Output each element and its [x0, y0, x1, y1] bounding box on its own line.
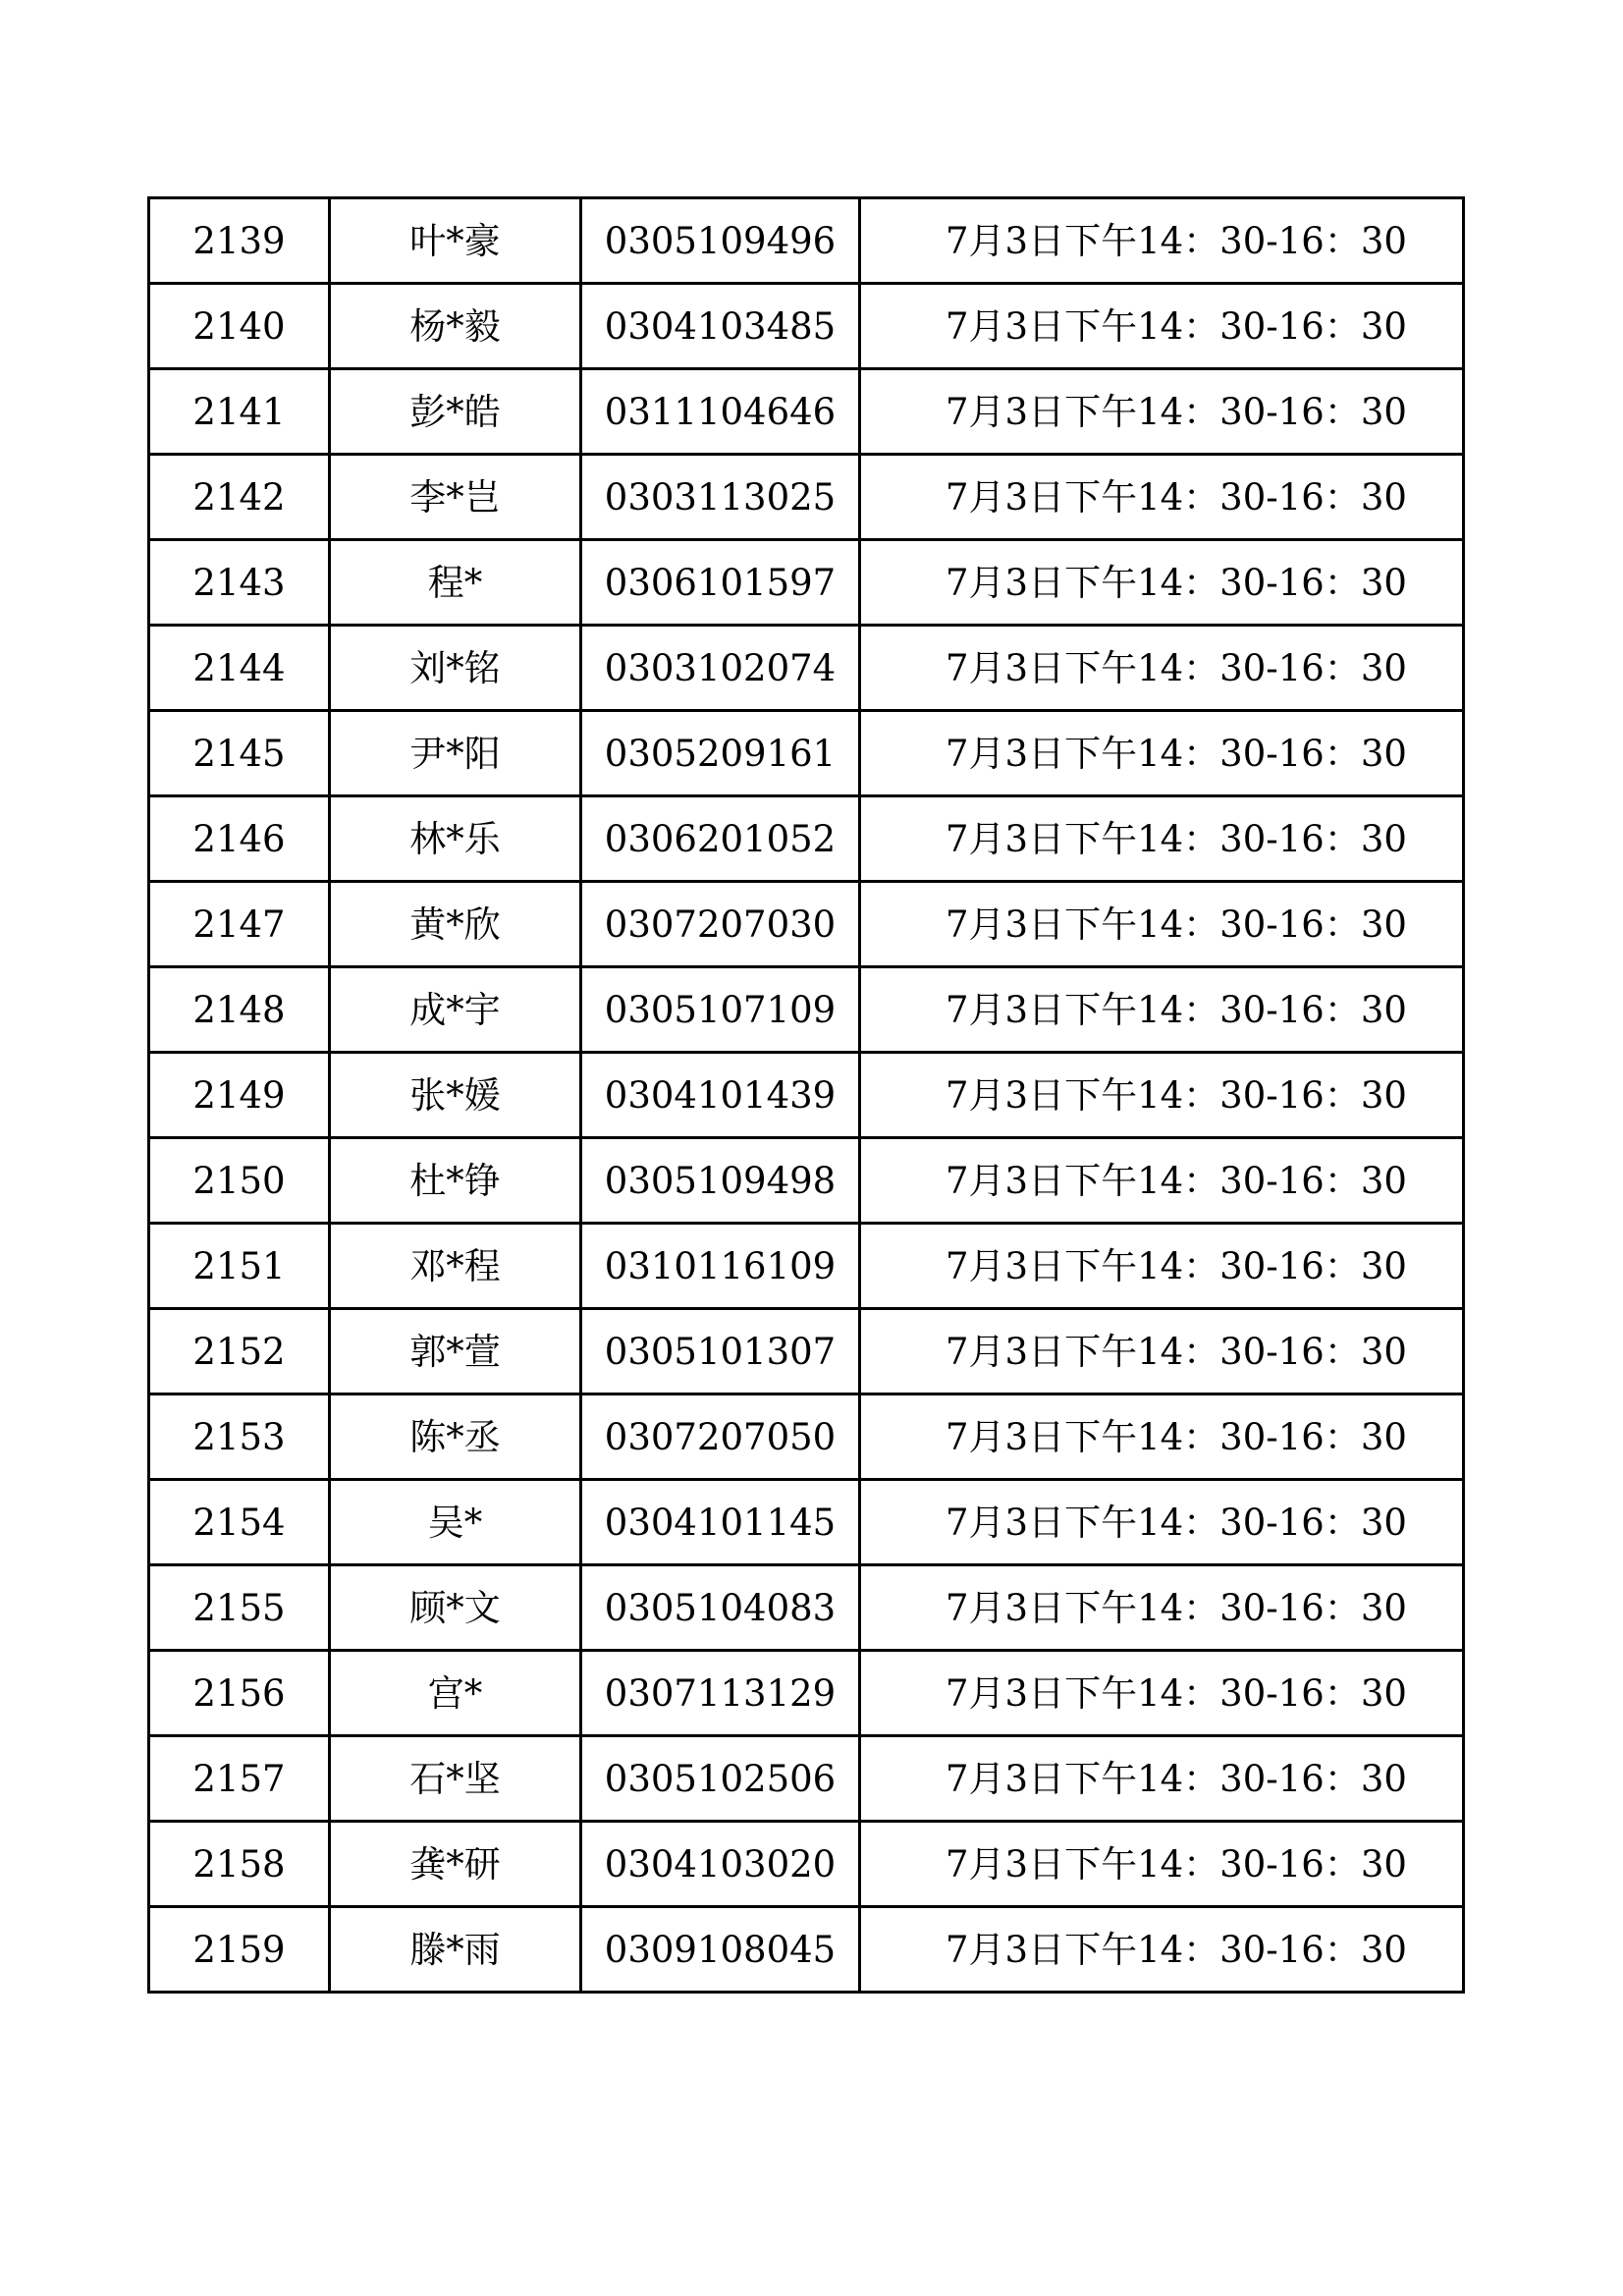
schedule-time-cell: 7月3日下午14：30-16：30 — [860, 198, 1464, 284]
schedule-time-cell: 7月3日下午14：30-16：30 — [860, 1394, 1464, 1480]
student-name-cell: 陈*丞 — [330, 1394, 581, 1480]
student-name-cell: 尹*阳 — [330, 711, 581, 796]
table-row — [149, 711, 1464, 796]
student-name-cell: 顾*文 — [330, 1565, 581, 1651]
schedule-time-cell: 7月3日下午14：30-16：30 — [860, 796, 1464, 882]
table-row — [149, 626, 1464, 711]
row-number-cell: 2157 — [149, 1736, 330, 1822]
roster-page — [147, 196, 1462, 1994]
student-name-cell: 杨*毅 — [330, 284, 581, 369]
row-number-cell: 2154 — [149, 1480, 330, 1565]
student-id-cell: 0304101145 — [581, 1480, 860, 1565]
table-row — [149, 1822, 1464, 1907]
schedule-time-cell: 7月3日下午14：30-16：30 — [860, 1138, 1464, 1224]
row-number-cell: 2139 — [149, 198, 330, 284]
table-row — [149, 369, 1464, 455]
row-number-cell: 2142 — [149, 455, 330, 540]
schedule-time-cell: 7月3日下午14：30-16：30 — [860, 711, 1464, 796]
student-name-cell: 黄*欣 — [330, 882, 581, 967]
student-id-cell: 0303113025 — [581, 455, 860, 540]
row-number-cell: 2151 — [149, 1224, 330, 1309]
student-name-cell: 程* — [330, 540, 581, 626]
student-name-cell: 叶*豪 — [330, 198, 581, 284]
row-number-cell: 2150 — [149, 1138, 330, 1224]
schedule-time-cell: 7月3日下午14：30-16：30 — [860, 1480, 1464, 1565]
row-number-cell: 2143 — [149, 540, 330, 626]
table-row — [149, 1736, 1464, 1822]
table-row — [149, 1907, 1464, 1993]
schedule-time-cell: 7月3日下午14：30-16：30 — [860, 540, 1464, 626]
student-name-cell: 宫* — [330, 1651, 581, 1736]
row-number-cell: 2146 — [149, 796, 330, 882]
student-name-cell: 李*岂 — [330, 455, 581, 540]
row-number-cell: 2159 — [149, 1907, 330, 1993]
table-row — [149, 1565, 1464, 1651]
schedule-time-cell: 7月3日下午14：30-16：30 — [860, 455, 1464, 540]
student-id-cell: 0310116109 — [581, 1224, 860, 1309]
row-number-cell: 2149 — [149, 1053, 330, 1138]
row-number-cell: 2144 — [149, 626, 330, 711]
table-row — [149, 1224, 1464, 1309]
schedule-time-cell: 7月3日下午14：30-16：30 — [860, 1907, 1464, 1993]
schedule-time-cell: 7月3日下午14：30-16：30 — [860, 882, 1464, 967]
student-name-cell: 张*媛 — [330, 1053, 581, 1138]
table-row — [149, 1394, 1464, 1480]
schedule-time-cell: 7月3日下午14：30-16：30 — [860, 967, 1464, 1053]
table-row — [149, 1480, 1464, 1565]
student-name-cell: 滕*雨 — [330, 1907, 581, 1993]
student-id-cell: 0307207030 — [581, 882, 860, 967]
row-number-cell: 2158 — [149, 1822, 330, 1907]
row-number-cell: 2153 — [149, 1394, 330, 1480]
student-id-cell: 0307207050 — [581, 1394, 860, 1480]
table-row — [149, 540, 1464, 626]
student-id-cell: 0306101597 — [581, 540, 860, 626]
roster-table — [147, 196, 1465, 1994]
schedule-time-cell: 7月3日下午14：30-16：30 — [860, 1309, 1464, 1394]
student-name-cell: 龚*研 — [330, 1822, 581, 1907]
table-row — [149, 1651, 1464, 1736]
student-name-cell: 彭*皓 — [330, 369, 581, 455]
roster-table-body — [149, 198, 1464, 1993]
student-id-cell: 0305102506 — [581, 1736, 860, 1822]
student-id-cell: 0307113129 — [581, 1651, 860, 1736]
table-row — [149, 1138, 1464, 1224]
student-name-cell: 刘*铭 — [330, 626, 581, 711]
schedule-time-cell: 7月3日下午14：30-16：30 — [860, 1736, 1464, 1822]
student-name-cell: 林*乐 — [330, 796, 581, 882]
student-id-cell: 0305101307 — [581, 1309, 860, 1394]
student-name-cell: 邓*程 — [330, 1224, 581, 1309]
table-row — [149, 796, 1464, 882]
table-row — [149, 1309, 1464, 1394]
table-row — [149, 198, 1464, 284]
row-number-cell: 2155 — [149, 1565, 330, 1651]
schedule-time-cell: 7月3日下午14：30-16：30 — [860, 369, 1464, 455]
table-row — [149, 284, 1464, 369]
table-row — [149, 882, 1464, 967]
student-id-cell: 0305107109 — [581, 967, 860, 1053]
student-id-cell: 0305209161 — [581, 711, 860, 796]
student-id-cell: 0311104646 — [581, 369, 860, 455]
student-name-cell: 石*坚 — [330, 1736, 581, 1822]
student-name-cell: 成*宇 — [330, 967, 581, 1053]
student-id-cell: 0304103020 — [581, 1822, 860, 1907]
student-id-cell: 0309108045 — [581, 1907, 860, 1993]
schedule-time-cell: 7月3日下午14：30-16：30 — [860, 1651, 1464, 1736]
schedule-time-cell: 7月3日下午14：30-16：30 — [860, 1822, 1464, 1907]
table-row — [149, 967, 1464, 1053]
schedule-time-cell: 7月3日下午14：30-16：30 — [860, 1565, 1464, 1651]
row-number-cell: 2156 — [149, 1651, 330, 1736]
schedule-time-cell: 7月3日下午14：30-16：30 — [860, 626, 1464, 711]
student-id-cell: 0305104083 — [581, 1565, 860, 1651]
student-id-cell: 0304101439 — [581, 1053, 860, 1138]
row-number-cell: 2141 — [149, 369, 330, 455]
schedule-time-cell: 7月3日下午14：30-16：30 — [860, 284, 1464, 369]
row-number-cell: 2148 — [149, 967, 330, 1053]
student-id-cell: 0305109498 — [581, 1138, 860, 1224]
row-number-cell: 2145 — [149, 711, 330, 796]
schedule-time-cell: 7月3日下午14：30-16：30 — [860, 1224, 1464, 1309]
student-name-cell: 郭*萱 — [330, 1309, 581, 1394]
row-number-cell: 2152 — [149, 1309, 330, 1394]
student-id-cell: 0303102074 — [581, 626, 860, 711]
table-row — [149, 455, 1464, 540]
row-number-cell: 2140 — [149, 284, 330, 369]
table-row — [149, 1053, 1464, 1138]
student-name-cell: 杜*铮 — [330, 1138, 581, 1224]
student-id-cell: 0305109496 — [581, 198, 860, 284]
student-id-cell: 0306201052 — [581, 796, 860, 882]
row-number-cell: 2147 — [149, 882, 330, 967]
student-name-cell: 吴* — [330, 1480, 581, 1565]
student-id-cell: 0304103485 — [581, 284, 860, 369]
schedule-time-cell: 7月3日下午14：30-16：30 — [860, 1053, 1464, 1138]
